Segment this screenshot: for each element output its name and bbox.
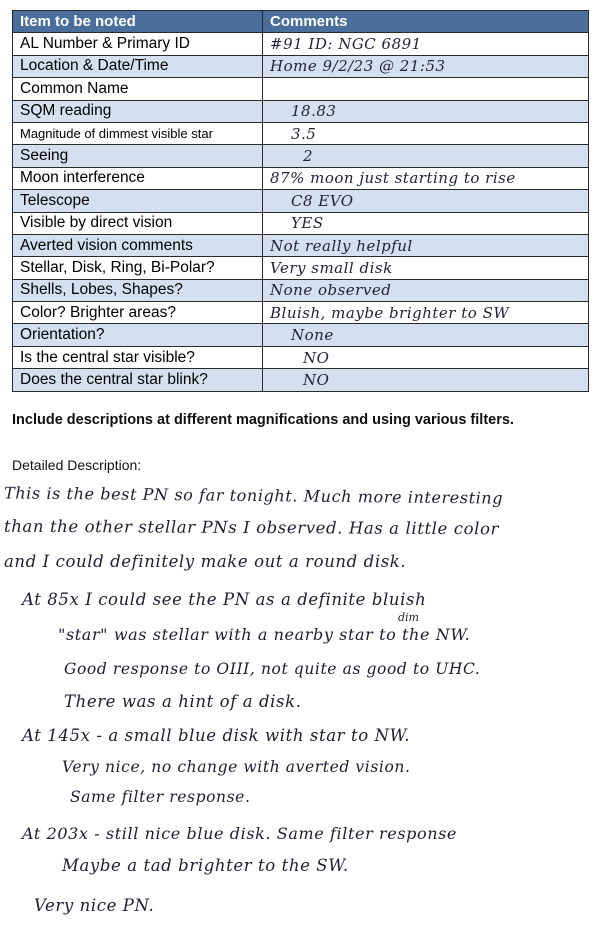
row-value: NO (263, 369, 589, 391)
table-row (13, 78, 589, 100)
row-value: 87% moon just starting to rise (263, 167, 589, 189)
note-line: Maybe a tad brighter to the SW. (62, 856, 349, 875)
row-value (263, 78, 589, 100)
row-value: Bluish, maybe brighter to SW (263, 302, 589, 324)
row-value: Very small disk (263, 257, 589, 279)
table-row (13, 234, 589, 256)
note-line: Very nice, no change with averted vision. (62, 758, 411, 776)
note-line: This is the best PN so far tonight. Much more interesting (3, 483, 504, 508)
row-value: 3.5 (263, 122, 589, 144)
table-row (13, 346, 589, 368)
table-row (13, 369, 589, 391)
row-value: Not really helpful (263, 234, 589, 256)
row-label: Does the central star blink? (13, 369, 263, 391)
row-value: YES (263, 212, 589, 234)
row-label: Shells, Lobes, Shapes? (13, 279, 263, 301)
handwritten-notes (0, 480, 600, 930)
row-value: #91 ID: NGC 6891 (263, 33, 589, 55)
observation-table (12, 10, 589, 392)
table-row (13, 145, 589, 167)
row-label: AL Number & Primary ID (13, 33, 263, 55)
row-label: Common Name (13, 78, 263, 100)
header-item: Item to be noted (13, 11, 263, 33)
note-line: than the other stellar PNs I observed. Has a little color (3, 516, 500, 539)
header-comments: Comments (263, 11, 589, 33)
inserted-word: dim (398, 611, 419, 624)
note-line: Good response to OIII, not quite as good to UHC. (64, 660, 481, 678)
row-label: Telescope (13, 190, 263, 212)
note-line: At 203x - still nice blue disk. Same filter response (22, 824, 458, 843)
table-row (13, 55, 589, 77)
note-line: and I could definitely make out a round disk. (4, 552, 407, 571)
row-value: None observed (263, 279, 589, 301)
row-value: NO (263, 346, 589, 368)
table-row (13, 302, 589, 324)
note-line: Same filter response. (70, 788, 251, 806)
row-value: Home 9/2/23 @ 21:53 (263, 55, 589, 77)
row-label: Visible by direct vision (13, 212, 263, 234)
table-row (13, 190, 589, 212)
table-row (13, 100, 589, 122)
row-label: Location & Date/Time (13, 55, 263, 77)
row-label: Orientation? (13, 324, 263, 346)
row-label: Is the central star visible? (13, 346, 263, 368)
row-label: SQM reading (13, 100, 263, 122)
row-value: C8 EVO (263, 190, 589, 212)
row-value: 18.83 (263, 100, 589, 122)
row-value: None (263, 324, 589, 346)
note-line: At 145x - a small blue disk with star to NW. (22, 726, 411, 745)
note-line: Very nice PN. (34, 896, 155, 915)
table-row (13, 324, 589, 346)
note-line: There was a hint of a disk. (64, 692, 302, 711)
table-header-row (13, 11, 589, 33)
table-row (13, 167, 589, 189)
row-label: Color? Brighter areas? (13, 302, 263, 324)
row-label: Stellar, Disk, Ring, Bi-Polar? (13, 257, 263, 279)
row-label: Magnitude of dimmest visible star (13, 122, 263, 144)
instructions-text: Include descriptions at different magnifications and using various filters. (12, 412, 514, 428)
table-row (13, 33, 589, 55)
table-row (13, 257, 589, 279)
table-row (13, 279, 589, 301)
note-line: "star" was stellar with a nearby star to the NW. (58, 625, 471, 644)
row-value: 2 (263, 145, 589, 167)
table-row (13, 122, 589, 144)
table-row (13, 212, 589, 234)
note-line: At 85x I could see the PN as a definite bluish (22, 590, 427, 609)
row-label: Seeing (13, 145, 263, 167)
row-label: Averted vision comments (13, 234, 263, 256)
row-label: Moon interference (13, 167, 263, 189)
detail-description-label: Detailed Description: (12, 457, 142, 473)
